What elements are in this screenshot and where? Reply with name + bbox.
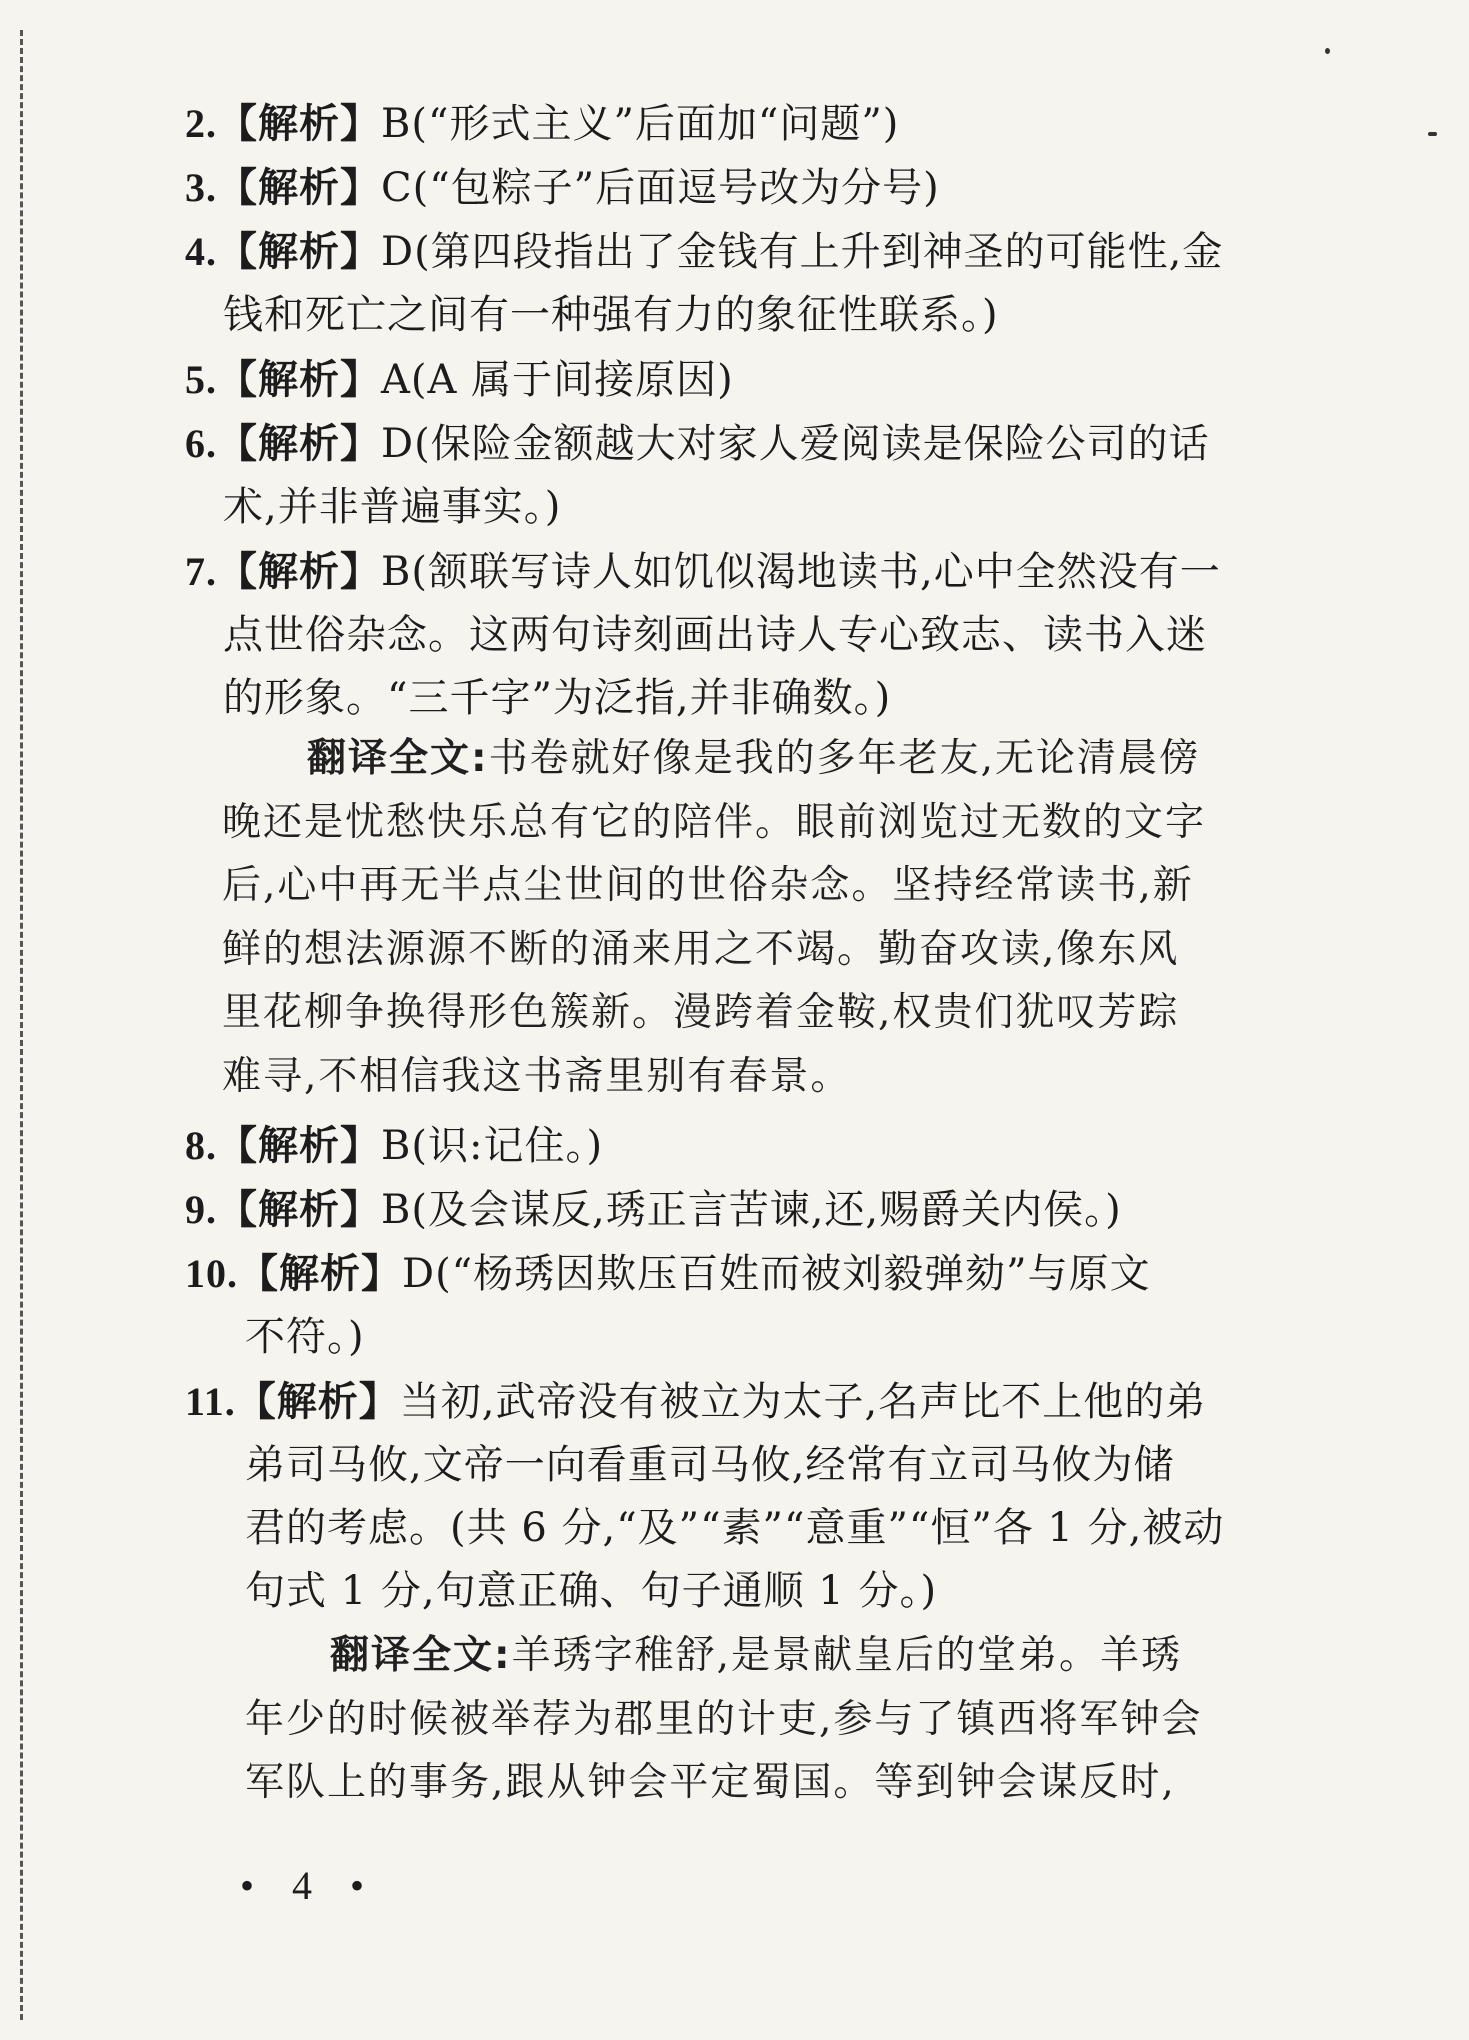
- answer-text: D(第四段指出了金钱有上升到神圣的可能性,金: [381, 229, 1224, 275]
- question-number: 5.: [185, 357, 217, 402]
- analysis-tag: 【解析】: [235, 1379, 400, 1425]
- translation-text: 年少的时候被举荐为郡里的计吏,参与了镇西将军钟会: [245, 1696, 1203, 1742]
- answer-text: B(识:记住。): [381, 1123, 604, 1169]
- answer-text-cont: 弟司马攸,文帝一向看重司马攸,经常有立司马攸为储: [245, 1442, 1175, 1488]
- answer-entry-2: [185, 92, 1255, 156]
- answer-entry-3: [185, 156, 1255, 220]
- page-number: • 4 •: [240, 1863, 379, 1908]
- question-number: 11.: [185, 1379, 236, 1424]
- answer-entry-6: [185, 412, 1255, 539]
- full-translation-1: [222, 727, 1252, 1108]
- answer-text-cont: 钱和死亡之间有一种强有力的象征性联系。): [223, 292, 999, 338]
- translation-label: 翻译全文:: [330, 1633, 512, 1678]
- binding-margin-rule: [20, 30, 23, 2020]
- answer-text: B(颔联写诗人如饥似渴地读书,心中全然没有一: [381, 549, 1221, 595]
- analysis-tag: 【解析】: [217, 101, 381, 147]
- answer-text: 当初,武帝没有被立为太子,名声比不上他的弟: [399, 1379, 1207, 1425]
- answer-entry-8: [185, 1114, 1255, 1178]
- answer-entry-4: [185, 220, 1255, 347]
- translation-text: 鲜的想法源源不断的涌来用之不竭。勤奋攻读,像东风: [222, 926, 1180, 972]
- translation-text: 军队上的事务,跟从钟会平定蜀国。等到钟会谋反时,: [245, 1760, 1176, 1805]
- scan-speck: [1325, 48, 1330, 54]
- answer-text: D(保险金额越大对家人爱阅读是保险公司的话: [381, 421, 1210, 467]
- analysis-tag: 【解析】: [217, 229, 381, 275]
- translation-text: 里花柳争换得形色簇新。漫跨着金鞍,权贵们犹叹芳踪: [222, 990, 1180, 1035]
- question-number: 6.: [185, 421, 217, 466]
- analysis-tag: 【解析】: [217, 549, 381, 595]
- answer-text: A(A 属于间接原因): [381, 357, 734, 403]
- question-number: 10.: [185, 1251, 238, 1296]
- translation-text: 书卷就好像是我的多年老友,无论清晨傍: [488, 736, 1201, 781]
- analysis-tag: 【解析】: [217, 1187, 381, 1233]
- answer-text: D(“杨琇因欺压百姓而被刘毅弹劾”与原文: [402, 1251, 1151, 1297]
- answer-entry-7: [185, 540, 1255, 730]
- answer-text-cont: 术,并非普遍事实。): [223, 484, 562, 530]
- answer-entry-9: [185, 1178, 1255, 1242]
- analysis-tag: 【解析】: [217, 1123, 381, 1169]
- question-number: 3.: [185, 165, 217, 210]
- answer-entry-5: [185, 348, 1255, 412]
- answer-text-cont: 的形象。“三千字”为泛指,并非确数。): [223, 675, 892, 721]
- translation-text: 后,心中再无半点尘世间的世俗杂念。坚持经常读书,新: [222, 863, 1194, 908]
- question-number: 4.: [185, 229, 217, 274]
- answer-text-cont: 不符。): [245, 1314, 365, 1360]
- analysis-tag: 【解析】: [217, 421, 381, 467]
- answer-text-cont: 点世俗杂念。这两句诗刻画出诗人专心致志、读书入迷: [223, 612, 1207, 658]
- analysis-tag: 【解析】: [238, 1251, 402, 1297]
- question-number: 8.: [185, 1123, 217, 1168]
- full-translation-2: [245, 1624, 1275, 1815]
- translation-text: 晚还是忧愁快乐总有它的陪伴。眼前浏览过无数的文字: [222, 799, 1207, 845]
- answer-text: B(及会谋反,琇正言苦谏,还,赐爵关内侯。): [381, 1187, 1122, 1233]
- analysis-tag: 【解析】: [217, 165, 381, 211]
- answer-text: C(“包粽子”后面逗号改为分号): [381, 165, 940, 211]
- question-number: 9.: [185, 1187, 217, 1232]
- analysis-tag: 【解析】: [217, 357, 381, 403]
- scan-speck: [1428, 132, 1437, 136]
- translation-text: 羊琇字稚舒,是景献皇后的堂弟。羊琇: [511, 1633, 1183, 1678]
- answer-entry-11: [185, 1370, 1255, 1623]
- question-number: 2.: [185, 101, 217, 146]
- answer-text-cont: 句式 1 分,句意正确、句子通顺 1 分。): [245, 1568, 938, 1614]
- answer-text: B(“形式主义”后面加“问题”): [381, 101, 900, 147]
- translation-label: 翻译全文:: [307, 736, 489, 781]
- question-number: 7.: [185, 549, 217, 594]
- answer-entry-10: [185, 1242, 1255, 1369]
- answer-text-cont: 君的考虑。(共 6 分,“及”“素”“意重”“恒”各 1 分,被动: [245, 1505, 1225, 1551]
- translation-text: 难寻,不相信我这书斋里别有春景。: [222, 1053, 852, 1099]
